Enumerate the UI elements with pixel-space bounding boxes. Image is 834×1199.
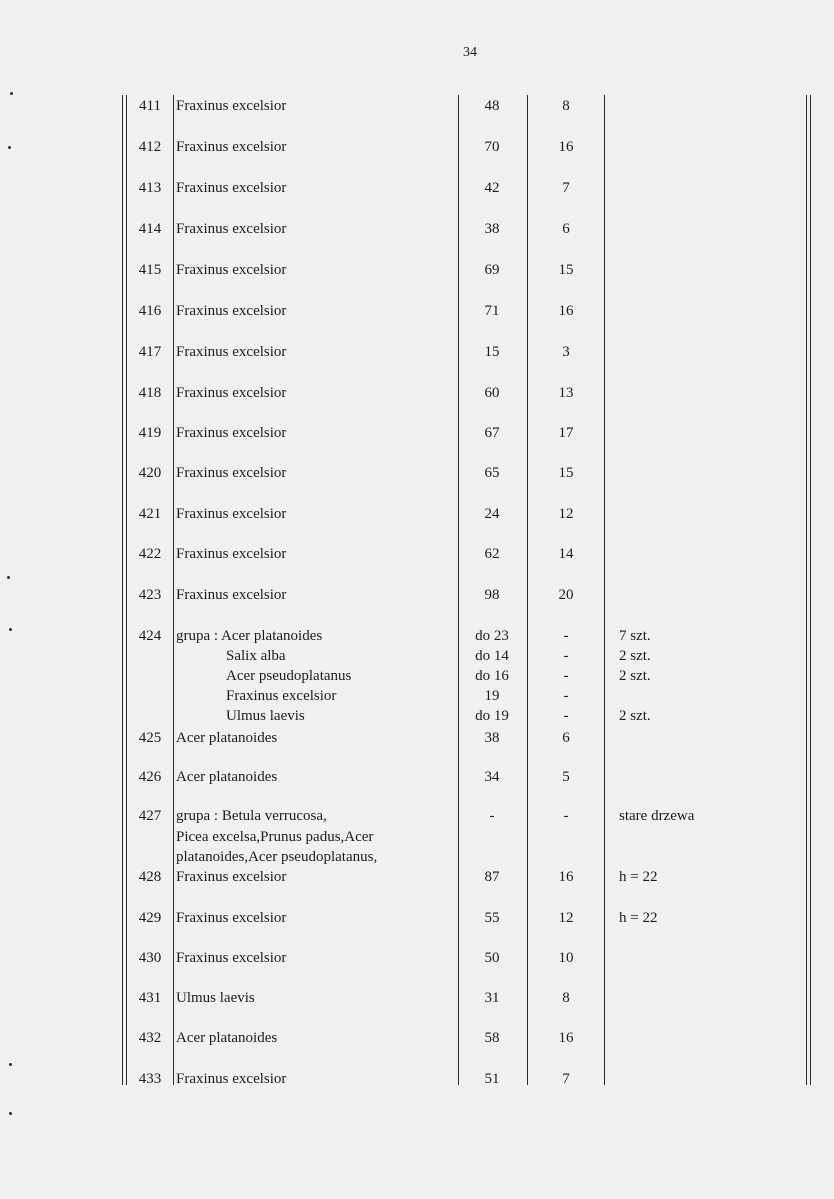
species-name: Fraxinus excelsior — [176, 344, 287, 360]
row-number: 419 — [138, 425, 162, 441]
value-a: do 14 — [475, 648, 509, 664]
row-number: 413 — [138, 180, 162, 196]
value-b: 8 — [562, 98, 570, 114]
value-b: 14 — [558, 546, 574, 562]
row-number: 428 — [138, 869, 162, 885]
value-a: 34 — [484, 769, 500, 785]
value-b: - — [563, 808, 569, 824]
value-a: 15 — [484, 344, 500, 360]
value-b: 16 — [558, 139, 574, 155]
table-border-right-double — [810, 95, 811, 1085]
value-a: 55 — [484, 910, 500, 926]
row-number: 412 — [138, 139, 162, 155]
column-divider-b — [604, 95, 605, 1085]
species-name: Fraxinus excelsior — [176, 98, 287, 114]
value-a: do 16 — [475, 668, 509, 684]
value-a: - — [489, 808, 495, 824]
value-b: - — [563, 628, 569, 644]
value-a: 50 — [484, 950, 500, 966]
value-b: - — [563, 648, 569, 664]
value-a: 98 — [484, 587, 500, 603]
value-a: 69 — [484, 262, 500, 278]
species-name: Fraxinus excelsior — [176, 506, 287, 522]
note: 2 szt. — [619, 668, 651, 684]
table-border-left — [122, 95, 123, 1085]
value-a: 42 — [484, 180, 500, 196]
value-a: do 19 — [475, 708, 509, 724]
value-b: 15 — [558, 262, 574, 278]
row-number: 415 — [138, 262, 162, 278]
species-name: Picea excelsa,Prunus padus,Acer — [176, 829, 374, 845]
value-a: 65 — [484, 465, 500, 481]
row-number: 429 — [138, 910, 162, 926]
note: stare drzewa — [619, 808, 695, 824]
value-a: 51 — [484, 1071, 500, 1087]
value-b: 6 — [562, 221, 570, 237]
value-a: 70 — [484, 139, 500, 155]
value-b: 12 — [558, 910, 574, 926]
species-name: platanoides,Acer pseudoplatanus, — [176, 849, 378, 865]
value-a: 31 — [484, 990, 500, 1006]
species-name: Acer platanoides — [176, 730, 278, 746]
species-name: Fraxinus excelsior — [176, 587, 287, 603]
scan-speck — [9, 1112, 12, 1115]
species-name: Fraxinus excelsior — [176, 869, 287, 885]
row-number: 426 — [138, 769, 162, 785]
row-number: 427 — [138, 808, 162, 824]
value-b: 12 — [558, 506, 574, 522]
row-number: 414 — [138, 221, 162, 237]
value-a: 38 — [484, 221, 500, 237]
row-number: 416 — [138, 303, 162, 319]
value-b: 8 — [562, 990, 570, 1006]
row-number: 432 — [138, 1030, 162, 1046]
value-b: 3 — [562, 344, 570, 360]
row-number: 420 — [138, 465, 162, 481]
species-name: Fraxinus excelsior — [176, 910, 287, 926]
species-name: Ulmus laevis — [226, 708, 305, 724]
species-name: Fraxinus excelsior — [176, 303, 287, 319]
row-number: 424 — [138, 628, 162, 644]
row-number: 418 — [138, 385, 162, 401]
scan-speck — [7, 576, 10, 579]
row-number: 417 — [138, 344, 162, 360]
value-a: 24 — [484, 506, 500, 522]
scan-speck — [9, 628, 12, 631]
page-number: 34 — [463, 45, 477, 60]
value-b: 16 — [558, 303, 574, 319]
row-number: 423 — [138, 587, 162, 603]
species-name: Acer platanoides — [176, 1030, 278, 1046]
species-name: grupa : Acer platanoides — [176, 628, 323, 644]
value-b: 6 — [562, 730, 570, 746]
species-name: Fraxinus excelsior — [176, 385, 287, 401]
row-number: 425 — [138, 730, 162, 746]
species-name: grupa : Betula verrucosa, — [176, 808, 327, 824]
row-number: 411 — [139, 98, 161, 114]
species-name: Fraxinus excelsior — [176, 546, 287, 562]
species-name: Acer platanoides — [176, 769, 278, 785]
row-number: 430 — [138, 950, 162, 966]
value-a: 58 — [484, 1030, 500, 1046]
value-b: - — [563, 708, 569, 724]
species-name: Fraxinus excelsior — [176, 950, 287, 966]
note: 7 szt. — [619, 628, 651, 644]
species-name: Fraxinus excelsior — [176, 139, 287, 155]
scan-speck — [8, 146, 11, 149]
value-b: 7 — [562, 180, 570, 196]
species-name: Fraxinus excelsior — [176, 465, 287, 481]
value-a: 67 — [484, 425, 500, 441]
value-b: 10 — [558, 950, 574, 966]
scan-speck — [9, 1063, 12, 1066]
species-name: Fraxinus excelsior — [176, 180, 287, 196]
value-b: 7 — [562, 1071, 570, 1087]
value-a: 19 — [484, 688, 500, 704]
species-name: Fraxinus excelsior — [176, 221, 287, 237]
row-number: 431 — [138, 990, 162, 1006]
row-number: 422 — [138, 546, 162, 562]
species-name: Fraxinus excelsior — [176, 1071, 287, 1087]
value-b: 15 — [558, 465, 574, 481]
note: h = 22 — [619, 869, 658, 885]
note: 2 szt. — [619, 708, 651, 724]
species-name: Fraxinus excelsior — [226, 688, 337, 704]
value-b: 5 — [562, 769, 570, 785]
value-b: - — [563, 688, 569, 704]
value-a: do 23 — [475, 628, 509, 644]
table-border-left-double — [126, 95, 127, 1085]
species-name: Fraxinus excelsior — [176, 262, 287, 278]
row-number: 433 — [138, 1071, 162, 1087]
value-a: 48 — [484, 98, 500, 114]
species-name: Acer pseudoplatanus — [226, 668, 352, 684]
note: 2 szt. — [619, 648, 651, 664]
value-a: 38 — [484, 730, 500, 746]
value-b: 20 — [558, 587, 574, 603]
species-name: Ulmus laevis — [176, 990, 255, 1006]
scan-speck — [10, 92, 13, 95]
species-name: Fraxinus excelsior — [176, 425, 287, 441]
column-divider-nr — [173, 95, 174, 1085]
table-border-right — [806, 95, 807, 1085]
value-b: - — [563, 668, 569, 684]
value-b: 16 — [558, 869, 574, 885]
value-a: 71 — [484, 303, 500, 319]
value-b: 13 — [558, 385, 574, 401]
value-b: 17 — [558, 425, 574, 441]
value-a: 60 — [484, 385, 500, 401]
row-number: 421 — [138, 506, 162, 522]
value-b: 16 — [558, 1030, 574, 1046]
value-a: 87 — [484, 869, 500, 885]
species-name: Salix alba — [226, 648, 286, 664]
value-a: 62 — [484, 546, 500, 562]
note: h = 22 — [619, 910, 658, 926]
